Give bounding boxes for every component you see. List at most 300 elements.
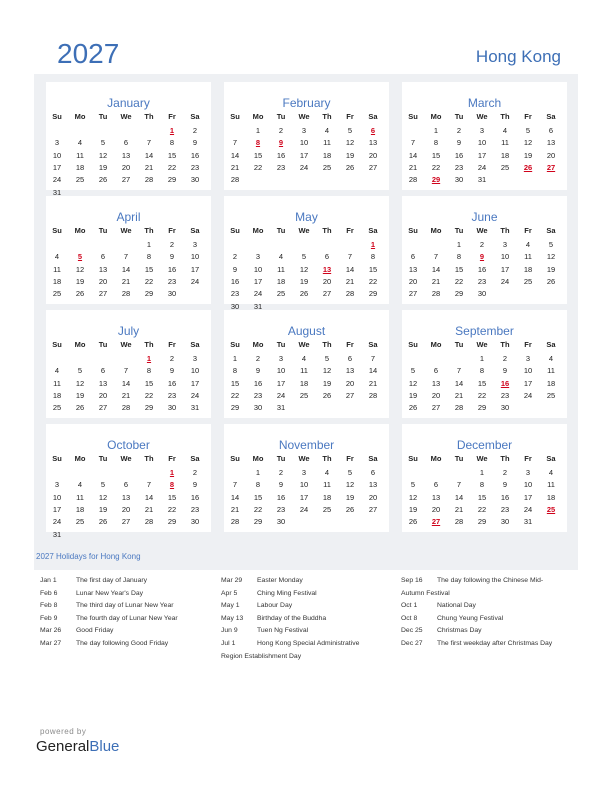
holiday-date: Feb 8 — [40, 602, 58, 610]
day-cell: 12 — [345, 480, 355, 490]
holidays-title: 2027 Holidays for Hong Kong — [36, 552, 141, 561]
day-cell: 19 — [408, 390, 418, 400]
day-cell: 3 — [278, 354, 284, 363]
holiday-row — [40, 613, 205, 626]
day-cell: 16 — [276, 492, 286, 502]
day-cell: 14 — [121, 378, 131, 388]
weekday-header: Fr — [346, 340, 354, 349]
day-cell: 17 — [523, 492, 533, 502]
holiday-day-cell: 8 — [169, 480, 175, 490]
weekday-header: We — [298, 226, 310, 235]
day-cell: 8 — [146, 366, 152, 376]
day-cell: 25 — [52, 403, 62, 413]
holiday-name: The day following Good Friday — [76, 639, 169, 647]
weekday-header: Fr — [524, 112, 532, 121]
day-cell: 26 — [98, 517, 108, 527]
holiday-day-cell: 9 — [479, 252, 485, 262]
day-cell: 16 — [454, 150, 464, 160]
day-cell: 4 — [301, 354, 307, 363]
day-cell: 7 — [146, 480, 152, 490]
holiday-row — [40, 575, 205, 588]
day-cell: 21 — [121, 276, 131, 286]
day-cell: 3 — [192, 240, 198, 249]
day-cell: 12 — [408, 492, 418, 502]
day-cell: 24 — [523, 504, 533, 514]
day-cell: 2 — [192, 468, 198, 477]
day-cell: 23 — [190, 504, 200, 514]
day-cell: 12 — [546, 252, 556, 262]
day-cell: 5 — [301, 252, 307, 262]
month-may — [224, 196, 389, 311]
holiday-date: Jan 1 — [40, 577, 57, 584]
day-cell: 28 — [368, 390, 378, 400]
holiday-row — [221, 625, 386, 638]
day-cell: 9 — [169, 252, 175, 262]
day-cell: 24 — [299, 504, 309, 514]
weekday-header: Sa — [368, 454, 378, 463]
day-cell: 11 — [547, 366, 555, 376]
day-cell: 14 — [345, 264, 355, 274]
weekday-header: Su — [230, 454, 240, 463]
day-cell: 1 — [255, 468, 261, 477]
day-cell: 18 — [322, 150, 332, 160]
powered-by-text: powered by — [40, 727, 87, 736]
weekday-header: Th — [322, 454, 332, 463]
day-cell: 30 — [167, 403, 177, 413]
day-cell: 14 — [431, 264, 441, 274]
day-cell: 8 — [146, 252, 152, 262]
day-cell: 10 — [276, 366, 286, 376]
day-cell: 10 — [523, 366, 533, 376]
holiday-day-cell: 8 — [255, 138, 261, 148]
day-cell: 25 — [75, 175, 85, 185]
holiday-name: National Day — [437, 602, 476, 610]
holiday-day-cell: 9 — [278, 138, 284, 148]
day-cell: 29 — [167, 517, 177, 527]
day-cell: 24 — [500, 276, 510, 286]
day-cell: 24 — [52, 175, 62, 185]
year-title: 2027 — [57, 38, 120, 69]
holiday-row — [401, 575, 573, 588]
weekday-header: Su — [52, 226, 62, 235]
day-cell: 5 — [410, 480, 416, 490]
day-cell: 12 — [408, 378, 418, 388]
day-cell: 11 — [323, 138, 331, 148]
holiday-name: The first weekday after Christmas Day — [437, 639, 553, 647]
day-cell: 16 — [190, 492, 200, 502]
holiday-row — [401, 613, 573, 626]
day-cell: 26 — [408, 403, 418, 413]
month-title: September — [455, 324, 514, 338]
day-cell: 31 — [52, 529, 62, 539]
day-cell: 16 — [190, 150, 200, 160]
day-cell: 18 — [75, 504, 85, 514]
day-cell: 11 — [501, 138, 509, 148]
weekday-header: Tu — [454, 454, 464, 463]
weekday-header: Tu — [276, 340, 286, 349]
day-cell: 18 — [500, 150, 510, 160]
holiday-date: Dec 25 — [401, 627, 423, 635]
holiday-name: Christmas Day — [437, 627, 482, 635]
weekday-header: Sa — [190, 226, 200, 235]
calendar-panel — [34, 74, 578, 570]
weekday-header: We — [120, 112, 132, 121]
holiday-name: Ching Ming Festival — [257, 589, 317, 597]
day-cell: 19 — [299, 276, 309, 286]
weekday-header: Mo — [430, 340, 442, 349]
holiday-list-column — [401, 575, 573, 651]
month-title: August — [287, 324, 326, 338]
day-cell: 3 — [301, 468, 307, 477]
day-cell: 15 — [144, 264, 154, 274]
day-cell: 12 — [299, 264, 309, 274]
day-cell: 3 — [255, 252, 261, 262]
day-cell: 16 — [167, 264, 177, 274]
month-august — [224, 310, 389, 418]
holiday-date: Apr 5 — [221, 589, 238, 597]
day-cell: 27 — [368, 504, 378, 514]
day-cell: 26 — [408, 517, 418, 527]
day-cell: 14 — [454, 492, 464, 502]
day-cell: 21 — [454, 390, 464, 400]
day-cell: 31 — [190, 403, 200, 413]
weekday-header: We — [120, 340, 132, 349]
month-title: January — [107, 96, 150, 110]
day-cell: 22 — [144, 390, 154, 400]
day-cell: 12 — [98, 492, 108, 502]
day-cell: 15 — [167, 492, 177, 502]
day-cell: 8 — [433, 138, 439, 148]
holiday-name: Chung Yeung Festival — [437, 614, 504, 622]
day-cell: 4 — [77, 138, 83, 148]
weekday-header: Fr — [168, 340, 176, 349]
day-cell: 12 — [75, 264, 85, 274]
holiday-row — [401, 588, 573, 601]
day-cell: 19 — [75, 276, 85, 286]
holiday-date: Mar 26 — [40, 627, 62, 635]
day-cell: 27 — [98, 403, 108, 413]
day-cell: 25 — [500, 162, 510, 172]
day-cell: 7 — [146, 138, 152, 148]
day-cell: 3 — [525, 354, 531, 363]
day-cell: 1 — [433, 126, 439, 135]
day-cell: 27 — [121, 517, 131, 527]
day-cell: 11 — [277, 264, 285, 274]
day-cell: 18 — [52, 276, 62, 286]
day-cell: 19 — [408, 504, 418, 514]
day-cell: 26 — [345, 504, 355, 514]
day-cell: 2 — [456, 126, 462, 135]
day-cell: 3 — [301, 126, 307, 135]
day-cell: 13 — [345, 366, 355, 376]
holiday-date: Jul 1 — [221, 639, 236, 647]
day-cell: 14 — [230, 492, 240, 502]
weekday-header: Fr — [524, 340, 532, 349]
day-cell: 26 — [546, 276, 556, 286]
day-cell: 12 — [98, 150, 108, 160]
day-cell: 19 — [98, 162, 108, 172]
day-cell: 13 — [121, 492, 131, 502]
weekday-header: Tu — [454, 226, 464, 235]
day-cell: 27 — [368, 162, 378, 172]
day-cell: 10 — [477, 138, 487, 148]
month-title: November — [278, 438, 335, 452]
day-cell: 14 — [454, 378, 464, 388]
day-cell: 13 — [98, 378, 108, 388]
day-cell: 29 — [477, 403, 487, 413]
day-cell: 25 — [52, 289, 62, 299]
weekday-header: Su — [408, 112, 418, 121]
day-cell: 13 — [431, 492, 441, 502]
day-cell: 13 — [431, 378, 441, 388]
day-cell: 18 — [523, 264, 533, 274]
day-cell: 2 — [169, 240, 175, 249]
day-cell: 6 — [347, 354, 353, 363]
weekday-header: Th — [322, 112, 332, 121]
day-cell: 6 — [548, 126, 554, 135]
day-cell: 20 — [368, 150, 378, 160]
day-cell: 26 — [345, 162, 355, 172]
day-cell: 4 — [502, 126, 508, 135]
day-cell: 1 — [232, 354, 238, 363]
weekday-header: Th — [500, 112, 510, 121]
day-cell: 29 — [253, 517, 263, 527]
day-cell: 22 — [253, 162, 263, 172]
day-cell: 20 — [408, 276, 418, 286]
day-cell: 30 — [477, 289, 487, 299]
day-cell: 29 — [230, 403, 240, 413]
day-cell: 3 — [502, 240, 508, 249]
day-cell: 4 — [54, 252, 60, 262]
day-cell: 15 — [167, 150, 177, 160]
day-cell: 30 — [253, 403, 263, 413]
day-cell: 10 — [299, 138, 309, 148]
day-cell: 26 — [98, 175, 108, 185]
day-cell: 10 — [190, 252, 200, 262]
holiday-date: Sep 16 — [401, 577, 423, 584]
day-cell: 6 — [433, 480, 439, 490]
day-cell: 19 — [75, 390, 85, 400]
day-cell: 3 — [525, 468, 531, 477]
weekday-header: We — [476, 454, 488, 463]
month-title: March — [467, 96, 502, 110]
weekday-header: Su — [52, 454, 62, 463]
day-cell: 10 — [500, 252, 510, 262]
day-cell: 30 — [167, 289, 177, 299]
day-cell: 18 — [546, 492, 556, 502]
month-april — [46, 196, 211, 304]
day-cell: 24 — [190, 390, 200, 400]
day-cell: 25 — [322, 162, 332, 172]
holiday-day-cell: 16 — [500, 378, 510, 388]
day-cell: 28 — [431, 289, 441, 299]
weekday-header: We — [298, 340, 310, 349]
day-cell: 25 — [276, 289, 286, 299]
day-cell: 23 — [500, 504, 510, 514]
day-cell: 29 — [368, 289, 378, 299]
month-title: April — [116, 210, 141, 224]
day-cell: 10 — [523, 480, 533, 490]
holiday-name: Lunar New Year's Day — [76, 589, 144, 597]
day-cell: 29 — [477, 517, 487, 527]
holiday-list-column — [221, 575, 386, 663]
day-cell: 19 — [322, 378, 332, 388]
day-cell: 30 — [190, 175, 200, 185]
day-cell: 23 — [276, 162, 286, 172]
weekday-header: Fr — [524, 454, 532, 463]
day-cell: 8 — [370, 252, 376, 262]
holiday-date: Oct 1 — [401, 602, 418, 610]
day-cell: 17 — [276, 378, 286, 388]
holiday-day-cell: 27 — [431, 517, 441, 527]
weekday-header: Tu — [276, 226, 286, 235]
day-cell: 24 — [523, 390, 533, 400]
weekday-header: Fr — [346, 112, 354, 121]
holiday-name: Tuen Ng Festival — [257, 627, 309, 635]
day-cell: 2 — [502, 354, 508, 363]
day-cell: 19 — [98, 504, 108, 514]
month-june — [402, 196, 567, 304]
month-march — [402, 82, 567, 190]
day-cell: 1 — [456, 240, 462, 249]
day-cell: 2 — [479, 240, 485, 249]
holiday-date: Feb 9 — [40, 614, 58, 622]
day-cell: 3 — [192, 354, 198, 363]
day-cell: 12 — [75, 378, 85, 388]
day-cell: 7 — [123, 366, 129, 376]
day-cell: 28 — [454, 517, 464, 527]
holiday-name: The third day of Lunar New Year — [76, 602, 174, 610]
holiday-date: Dec 27 — [401, 639, 423, 647]
holiday-day-cell: 26 — [523, 162, 533, 172]
weekday-header: Mo — [74, 340, 86, 349]
day-cell: 26 — [322, 390, 332, 400]
day-cell: 22 — [477, 504, 487, 514]
weekday-header: Su — [408, 454, 418, 463]
day-cell: 4 — [324, 126, 330, 135]
holiday-row — [221, 651, 386, 664]
day-cell: 17 — [523, 378, 533, 388]
holiday-row — [401, 600, 573, 613]
day-cell: 17 — [477, 150, 487, 160]
month-december — [402, 424, 567, 532]
day-cell: 5 — [100, 480, 106, 490]
day-cell: 9 — [255, 366, 261, 376]
day-cell: 27 — [322, 289, 332, 299]
day-cell: 1 — [479, 468, 485, 477]
day-cell: 31 — [276, 403, 286, 413]
weekday-header: Th — [144, 340, 154, 349]
month-title: May — [295, 210, 318, 224]
weekday-header: Su — [408, 226, 418, 235]
day-cell: 11 — [53, 378, 61, 388]
weekday-header: We — [120, 454, 132, 463]
day-cell: 19 — [345, 492, 355, 502]
day-cell: 6 — [370, 468, 376, 477]
weekday-header: Sa — [368, 112, 378, 121]
day-cell: 2 — [278, 126, 284, 135]
day-cell: 11 — [323, 480, 331, 490]
day-cell: 5 — [100, 138, 106, 148]
day-cell: 9 — [456, 138, 462, 148]
day-cell: 15 — [144, 378, 154, 388]
day-cell: 7 — [456, 366, 462, 376]
day-cell: 14 — [408, 150, 418, 160]
day-cell: 31 — [523, 517, 533, 527]
day-cell: 4 — [548, 468, 554, 477]
day-cell: 24 — [299, 162, 309, 172]
day-cell: 8 — [232, 366, 238, 376]
holiday-date: Feb 6 — [40, 589, 58, 597]
day-cell: 9 — [232, 264, 238, 274]
day-cell: 14 — [144, 150, 154, 160]
day-cell: 16 — [500, 492, 510, 502]
day-cell: 22 — [368, 276, 378, 286]
holiday-row — [40, 625, 205, 638]
day-cell: 11 — [76, 150, 84, 160]
day-cell: 22 — [167, 504, 177, 514]
day-cell: 28 — [408, 175, 418, 185]
day-cell: 28 — [345, 289, 355, 299]
weekday-header: Tu — [98, 226, 108, 235]
day-cell: 17 — [190, 378, 200, 388]
weekday-header: Mo — [430, 226, 442, 235]
day-cell: 11 — [300, 366, 308, 376]
day-cell: 5 — [525, 126, 531, 135]
day-cell: 25 — [75, 517, 85, 527]
weekday-header: Mo — [74, 112, 86, 121]
holiday-day-cell: 1 — [169, 126, 175, 135]
day-cell: 9 — [502, 480, 508, 490]
day-cell: 23 — [253, 390, 263, 400]
day-cell: 4 — [77, 480, 83, 490]
day-cell: 1 — [479, 354, 485, 363]
weekday-header: Fr — [346, 226, 354, 235]
holiday-name: Birthday of the Buddha — [257, 614, 327, 622]
day-cell: 18 — [75, 162, 85, 172]
day-cell: 19 — [546, 264, 556, 274]
day-cell: 20 — [121, 162, 131, 172]
month-february — [224, 82, 389, 190]
day-cell: 6 — [433, 366, 439, 376]
day-cell: 23 — [454, 162, 464, 172]
day-cell: 20 — [121, 504, 131, 514]
day-cell: 15 — [253, 492, 263, 502]
day-cell: 23 — [500, 390, 510, 400]
holiday-row — [221, 575, 386, 588]
weekday-header: We — [476, 112, 488, 121]
day-cell: 16 — [230, 276, 240, 286]
day-cell: 31 — [52, 187, 62, 197]
holiday-name: Autumn Festival — [401, 589, 450, 597]
weekday-header: Th — [500, 226, 510, 235]
weekday-header: Mo — [252, 112, 264, 121]
day-cell: 15 — [431, 150, 441, 160]
weekday-header: Tu — [276, 454, 286, 463]
day-cell: 27 — [345, 390, 355, 400]
day-cell: 20 — [98, 276, 108, 286]
day-cell: 2 — [192, 126, 198, 135]
holiday-row — [40, 638, 205, 651]
day-cell: 24 — [253, 289, 263, 299]
day-cell: 23 — [230, 289, 240, 299]
day-cell: 14 — [144, 492, 154, 502]
day-cell: 6 — [324, 252, 330, 262]
day-cell: 16 — [477, 264, 487, 274]
day-cell: 21 — [368, 378, 378, 388]
day-cell: 10 — [253, 264, 263, 274]
day-cell: 22 — [230, 390, 240, 400]
